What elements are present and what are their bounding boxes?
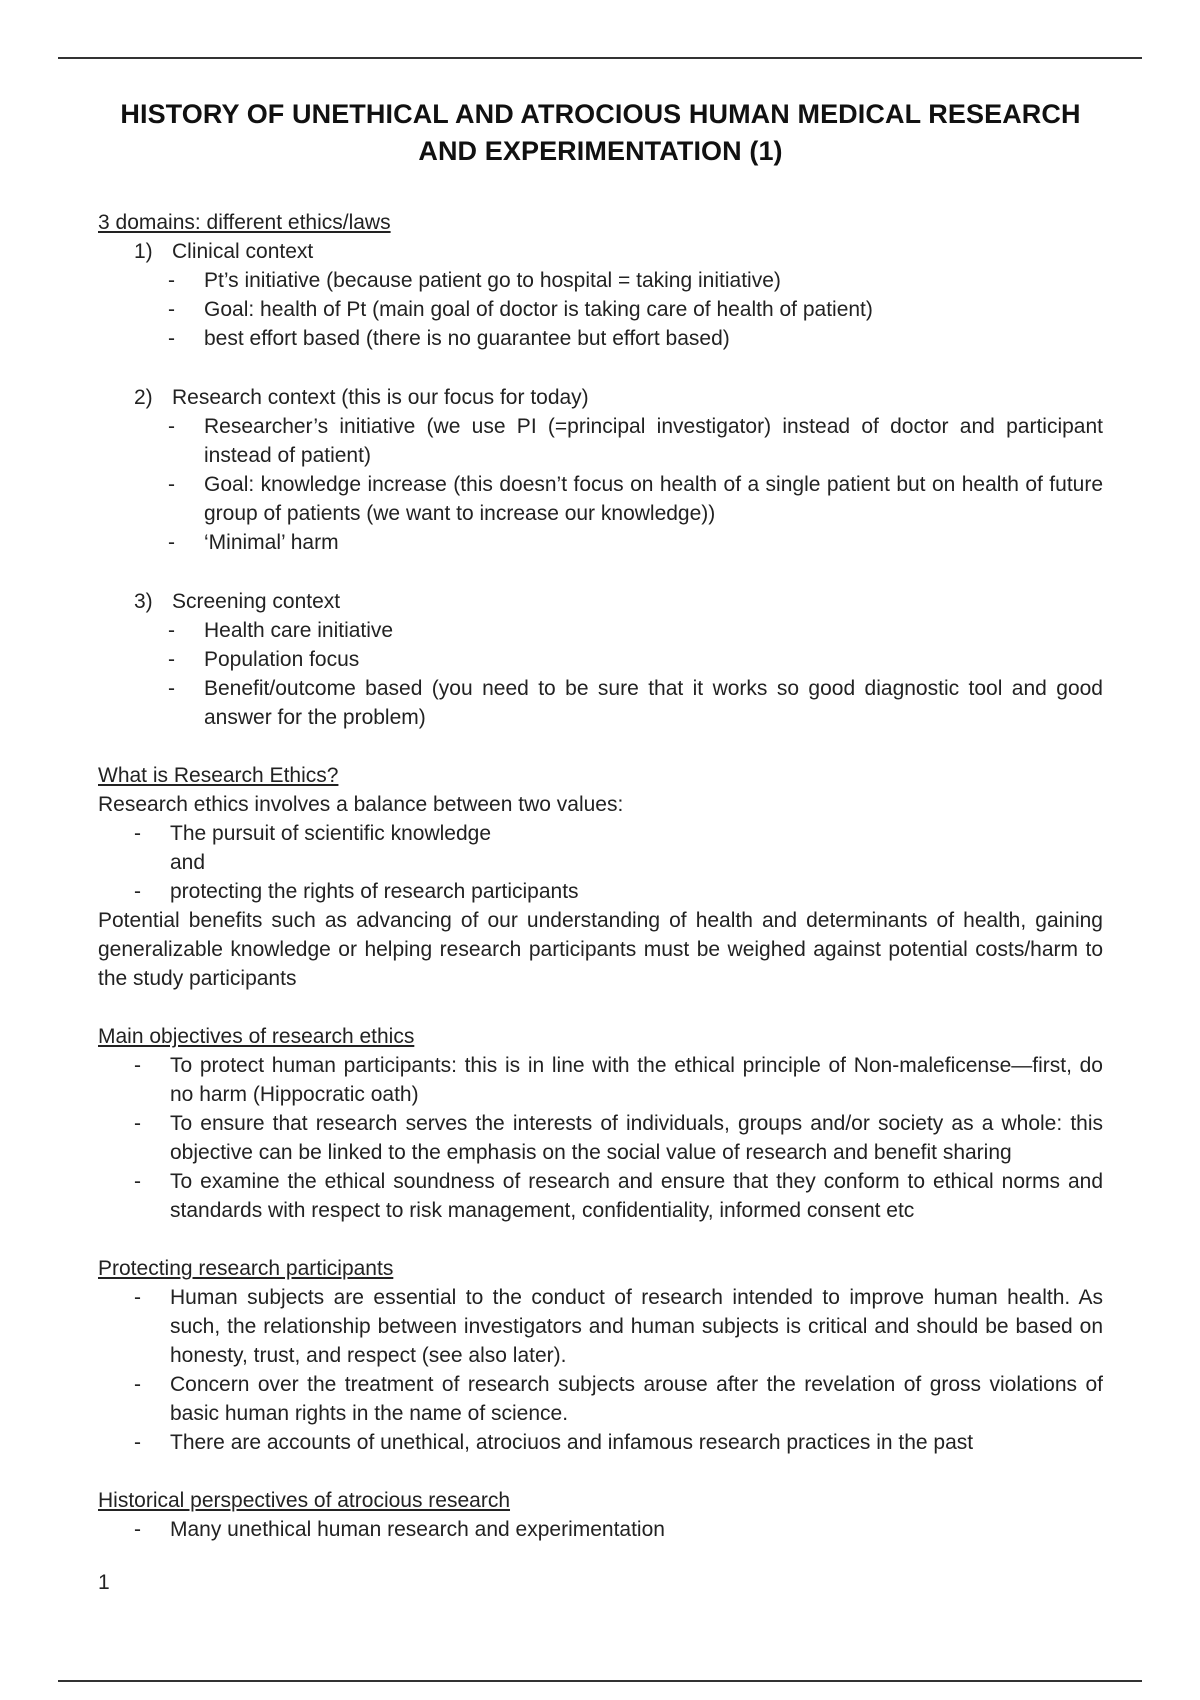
list-item: - There are accounts of unethical, atrociuos and infamous research practices in the past: [98, 1428, 1103, 1457]
list-item: - Population focus: [98, 645, 1103, 674]
bullet-dash: -: [134, 1054, 141, 1077]
bullet-dash: -: [134, 1431, 141, 1454]
list-item: - ‘Minimal’ harm: [98, 528, 1103, 557]
list-item: - Researcher’s initiative (we use PI (=principal investigator) instead of doctor and participant instead of patient): [98, 412, 1103, 470]
list-item: - Human subjects are essential to the conduct of research intended to improve human health. As such, the relationship between investigators and human subjects is critical and should be based on honesty, trust, and respect (see also later).: [98, 1283, 1103, 1370]
list-item: - To examine the ethical soundness of research and ensure that they conform to ethical norms and standards with respect to risk management, confidentiality, informed consent etc: [98, 1167, 1103, 1225]
bullet-dash: -: [134, 880, 141, 903]
bullet-dash: -: [168, 415, 175, 438]
list-item: - Pt’s initiative (because patient go to hospital = taking initiative): [98, 266, 1103, 295]
section-heading-historical: Historical perspectives of atrocious research: [98, 1489, 511, 1512]
paragraph: Potential benefits such as advancing of our understanding of health and determinants of health, gaining generalizable knowledge or helping research participants must be weighed against potential costs/harm to the study participants: [98, 909, 1103, 990]
footer-rule: [58, 1680, 1142, 1682]
bullet-dash: -: [134, 1170, 141, 1193]
list-item: - To protect human participants: this is in line with the ethical principle of Non-maleficense—first, do no harm (Hippocratic oath): [98, 1051, 1103, 1109]
bullet-dash: -: [168, 531, 175, 554]
domain-item: [98, 237, 1103, 353]
list-item: - Goal: knowledge increase (this doesn’t focus on health of a single patient but on health of future group of patients (we want to increase our knowledge)): [98, 470, 1103, 528]
domain-item: [98, 383, 1103, 557]
section-heading-protecting: Protecting research participants: [98, 1257, 394, 1280]
bullet-dash: -: [168, 648, 175, 671]
bullet-dash: -: [168, 677, 175, 700]
and-text: and: [170, 851, 206, 874]
list-item: - Goal: health of Pt (main goal of doctor is taking care of health of patient): [98, 295, 1103, 324]
document-page: [98, 96, 1103, 1544]
section-objectives: [98, 1022, 1103, 1225]
list-item: - Many unethical human research and experimentation: [98, 1515, 1103, 1544]
domain-label: Clinical context: [172, 240, 314, 263]
list-item: - Benefit/outcome based (you need to be sure that it works so good diagnostic tool and good answer for the problem): [98, 674, 1103, 732]
list-item: - The pursuit of scientific knowledge: [98, 819, 1103, 848]
section-heading-what-is: What is Research Ethics?: [98, 764, 339, 787]
domain-number: 1): [134, 240, 153, 263]
document-title: HISTORY OF UNETHICAL AND ATROCIOUS HUMAN MEDICAL RESEARCH AND EXPERIMENTATION (1): [120, 99, 1081, 166]
list-item: - protecting the rights of research participants: [98, 877, 1103, 906]
section-heading-domains: 3 domains: different ethics/laws: [98, 211, 391, 234]
domain-number: 3): [134, 590, 153, 613]
section-protecting: [98, 1254, 1103, 1457]
list-item: - best effort based (there is no guarantee but effort based): [98, 324, 1103, 353]
bullet-dash: -: [134, 1112, 141, 1135]
list-item: - Concern over the treatment of research subjects arouse after the revelation of gross violations of basic human rights in the name of science.: [98, 1370, 1103, 1428]
section-historical: [98, 1486, 1103, 1544]
section-domains: [98, 208, 1103, 732]
bullet-dash: -: [134, 1518, 141, 1541]
domain-number: 2): [134, 386, 153, 409]
bullet-dash: -: [134, 1286, 141, 1309]
bullet-dash: -: [168, 473, 175, 496]
header-rule: [58, 57, 1142, 59]
page-number: 1: [98, 1571, 110, 1594]
domain-item: [98, 587, 1103, 732]
domain-label: Screening context: [172, 590, 341, 613]
list-item: - To ensure that research serves the interests of individuals, groups and/or society as a whole: this objective can be linked to the emphasis on the social value of research and benefit sharing: [98, 1109, 1103, 1167]
bullet-dash: -: [168, 327, 175, 350]
section-what-is: [98, 761, 1103, 993]
bullet-dash: -: [134, 822, 141, 845]
domain-label: Research context (this is our focus for today): [172, 386, 589, 409]
section-heading-objectives: Main objectives of research ethics: [98, 1025, 415, 1048]
bullet-dash: -: [168, 619, 175, 642]
intro-text: Research ethics involves a balance between two values:: [98, 793, 624, 816]
list-item: - Health care initiative: [98, 616, 1103, 645]
bullet-dash: -: [134, 1373, 141, 1396]
bullet-dash: -: [168, 298, 175, 321]
bullet-dash: -: [168, 269, 175, 292]
